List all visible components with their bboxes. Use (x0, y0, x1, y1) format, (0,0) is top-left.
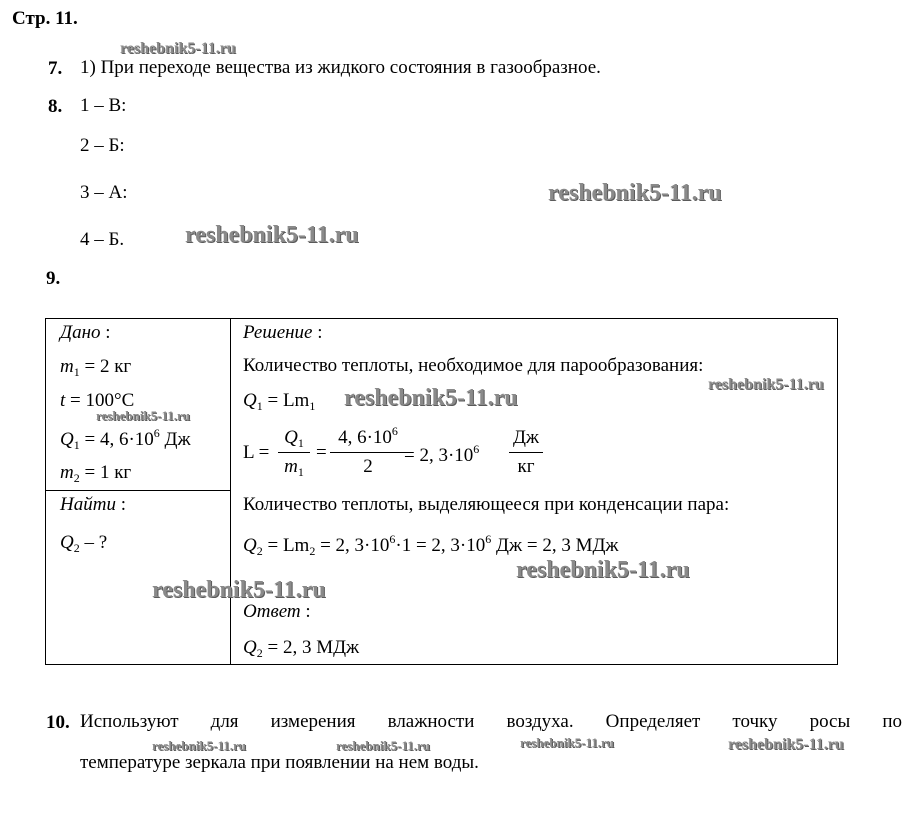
watermark: reshebnik5-11.ru (152, 738, 247, 753)
watermark: reshebnik5-11.ru (96, 408, 191, 423)
given-m1: $m_1 = 2$ кг (60, 356, 132, 379)
solution-heading: Решение : (243, 322, 323, 343)
watermark: reshebnik5-11.ru (548, 180, 722, 206)
question-10-line-2: температуре зеркала при появлении на нем воды. (80, 752, 479, 773)
watermark: reshebnik5-11.ru (185, 222, 359, 248)
solution-line-1: Количество теплоты, необходимое для парообразования: (243, 355, 704, 376)
question-9-number: 9. (46, 268, 61, 289)
watermark: reshebnik5-11.ru (336, 738, 431, 753)
question-8-number: 8. (48, 96, 63, 117)
question-10-line-1: Используют для измерения влажности воздуха. Определяет точку росы по (80, 711, 902, 732)
given-q1: $Q_1 = 4$, $6\cdot 10^6$ Дж (60, 426, 191, 452)
page-number: Стр. 11. (12, 8, 78, 29)
answer-heading: Ответ : (243, 601, 311, 622)
question-8-item: 1 – В: (80, 95, 127, 116)
watermark: reshebnik5-11.ru (120, 40, 236, 57)
equation-q2: $Q_2 = Lm_2 = 2$, $3\cdot 10^6\cdot 1 = 2$, $3\cdot 10^6$ Дж = 2, 3 МДж (243, 532, 619, 558)
equation-q1: $Q_1 = Lm_1$ (243, 390, 316, 413)
watermark: reshebnik5-11.ru (152, 577, 326, 603)
given-heading: Дано : (60, 322, 111, 343)
solution-line-2: Количество теплоты, выделяющееся при конденсации пара: (243, 494, 730, 515)
watermark: reshebnik5-11.ru (520, 735, 615, 750)
given-temperature: t = 100°C (60, 390, 135, 411)
question-7-number: 7. (48, 58, 63, 79)
watermark: reshebnik5-11.ru (344, 385, 518, 411)
question-8-item: 4 – Б. (80, 229, 125, 250)
find-q2: $Q_2$ – ? (60, 532, 108, 555)
question-8-item: 3 – А: (80, 182, 128, 203)
question-7-answer: 1) При переходе вещества из жидкого состояния в газообразное. (80, 57, 601, 78)
find-heading: Найти : (60, 494, 126, 515)
watermark: reshebnik5-11.ru (516, 557, 690, 583)
given-m2: $m_2 = 1$ кг (60, 462, 132, 485)
watermark: reshebnik5-11.ru (708, 376, 824, 393)
watermark: reshebnik5-11.ru (728, 736, 844, 753)
answer-value: $Q_2 = 2$, 3 МДж (243, 637, 360, 660)
question-8-item: 2 – Б: (80, 135, 125, 156)
question-10-number: 10. (46, 712, 70, 733)
